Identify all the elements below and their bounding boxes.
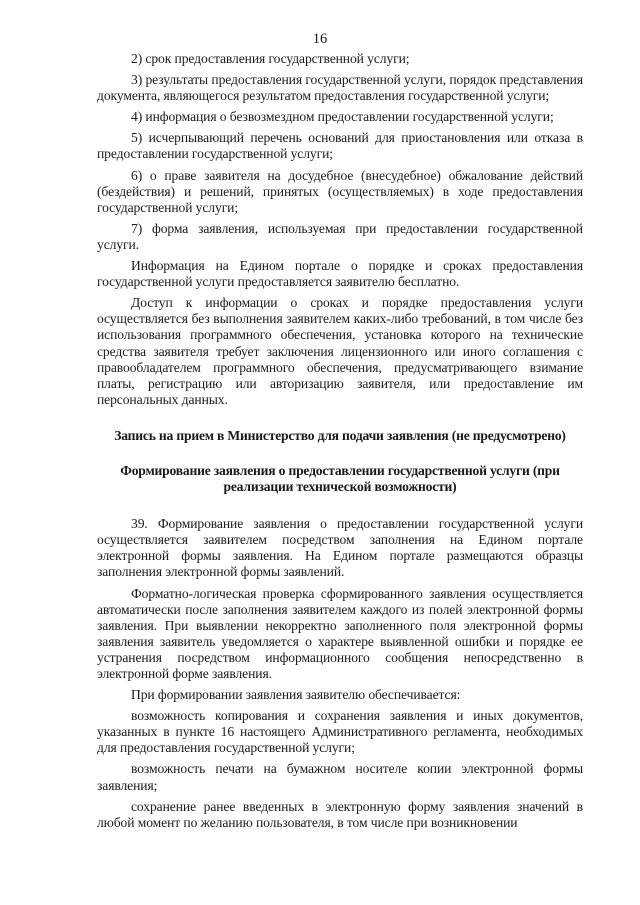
page-number: 16 — [312, 31, 328, 47]
copy-option-paragraph: возможность копирования и сохранения заявления и иных документов, указанных в пункте 16 настоящего Административного регламента, необходимых для предоставления государственной услуги; — [97, 708, 583, 756]
list-item-5: 5) исчерпывающий перечень оснований для приостановления или отказа в предоставлении государственной услуги; — [97, 130, 583, 162]
list-item-7: 7) форма заявления, используемая при предоставлении государственной услуги. — [97, 220, 583, 252]
paragraph-39: 39. Формирование заявления о предоставлении государственной услуги осуществляется заявителем посредством заполнения на Едином портале электронной формы заявления. На Едином портале размещаются образцы заполнения электронной формы заявлений. — [97, 516, 583, 580]
section-heading-application-form: Формирование заявления о предоставлении государственной услуги (при реализации технической возможности) — [120, 462, 560, 495]
document-body — [97, 51, 583, 831]
save-option-paragraph: сохранение ранее введенных в электронную форму заявления значений в любой момент по желанию пользователя, в том числе при возникновении — [97, 798, 583, 830]
list-item-4: 4) информация о безвозмездном предоставлении государственной услуги; — [131, 109, 554, 125]
portal-info-paragraph: Информация на Едином портале о порядке и сроках предоставления государственной услуги предоставляется заявителю бесплатно. — [97, 258, 583, 290]
list-item-6: 6) о праве заявителя на досудебное (внесудебное) обжалование действий (бездействия) и решений, принятых (осуществляемых) в ходе предоставления государственной услуги; — [97, 167, 583, 215]
list-item-2: 2) срок предоставления государственной услуги; — [131, 51, 410, 66]
provides-paragraph: При формировании заявления заявителю обеспечивается: — [131, 687, 461, 703]
list-item-3: 3) результаты предоставления государственной услуги, порядок представления документа, являющегося результатом предоставления государственной услуги; — [97, 72, 583, 104]
format-check-paragraph: Форматно-логическая проверка сформированного заявления осуществляется автоматически после заполнения заявителем каждого из полей электронной формы заявления. При выявлении некорректно заполненного поля электронной формы заявления заявитель уведомляется о характере выявленной ошибки и порядке ее устранения посредством информационного сообщения непосредственно в электронной форме заявления. — [97, 585, 583, 681]
access-info-paragraph: Доступ к информации о сроках и порядке предоставления услуги осуществляется без выполнения заявителем каких-либо требований, в том числе без использования программного обеспечения, установка которого на технические средства заявителя требует заключения лицензионного или иного соглашения с правообладателем программного обеспечения, предусматривающего взимание платы, регистрацию или авторизацию заявителя, или предоставление им персональных данных. — [97, 295, 583, 407]
print-option-paragraph: возможность печати на бумажном носителе копии электронной формы заявления; — [97, 761, 583, 793]
section-heading-appointment: Запись на прием в Министерство для подачи заявления (не предусмотрено) — [114, 427, 566, 443]
